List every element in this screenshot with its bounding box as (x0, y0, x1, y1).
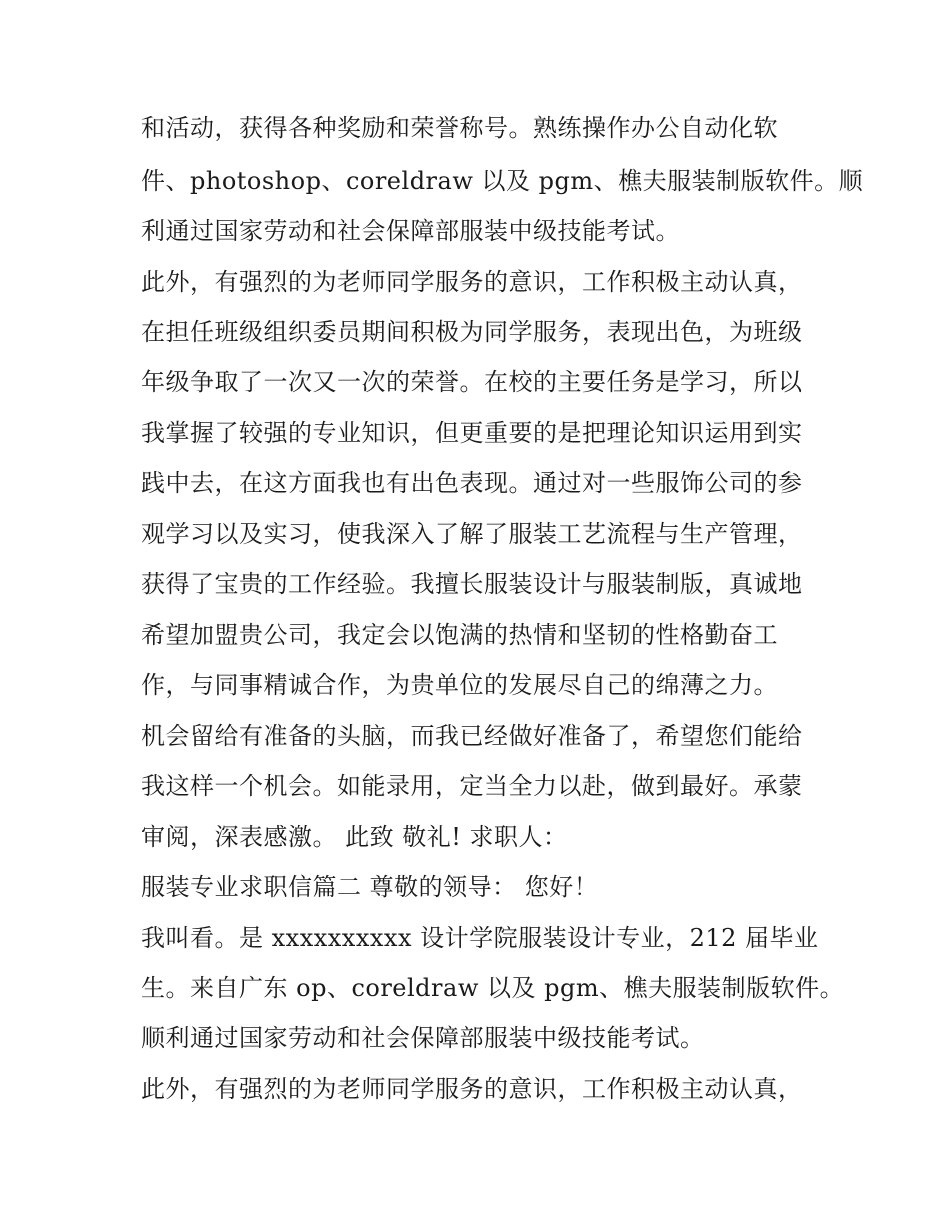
text-line: 此外，有强烈的为老师同学服务的意识，工作积极主动认真， (141, 1075, 803, 1103)
text-line: 观学习以及实习，使我深入了解了服装工艺流程与生产管理， (141, 520, 803, 548)
text-line: 获得了宝贵的工作经验。我擅长服装设计与服装制版，真诚地 (141, 570, 803, 598)
text-line: 和活动，获得各种奖励和荣誉称号。熟练操作办公自动化软 (141, 114, 778, 142)
text-line: 利通过国家劳动和社会保障部服装中级技能考试。 (141, 217, 680, 245)
text-line: 我掌握了较强的专业知识，但更重要的是把理论知识运用到实 (141, 419, 803, 447)
text-line: 机会留给有准备的头脑，而我已经做好准备了，希望您们能给 (141, 722, 803, 750)
text-line: 顺利通过国家劳动和社会保障部服装中级技能考试。 (141, 1024, 705, 1052)
text-line: 此外，有强烈的为老师同学服务的意识，工作积极主动认真， (141, 268, 803, 296)
text-line: 年级争取了一次又一次的荣誉。在校的主要任务是学习，所以 (141, 368, 803, 396)
text-line: 审阅，深表感激。 此致 敬礼! 求职人： (141, 823, 568, 851)
text-line: 我叫看。是 xxxxxxxxxx 设计学院服装设计专业，212 届毕业 (141, 924, 819, 952)
text-line: 服装专业求职信篇二 尊敬的领导： 您好！ (141, 873, 599, 901)
text-line: 在担任班级组织委员期间积极为同学服务，表现出色，为班级 (141, 318, 803, 346)
text-line: 希望加盟贵公司，我定会以饱满的热情和坚韧的性格勤奋工 (141, 621, 778, 649)
text-line: 我这样一个机会。如能录用，定当全力以赴，做到最好。承蒙 (141, 772, 803, 800)
text-line: 践中去，在这方面我也有出色表现。通过对一些服饰公司的参 (141, 469, 803, 497)
text-line: 作，与同事精诚合作，为贵单位的发展尽自己的绵薄之力。 (141, 671, 778, 699)
text-line: 生。来自广东 op、coreldraw 以及 pgm、樵夫服装制版软件。 (141, 974, 845, 1002)
text-line: 件、photoshop、coreldraw 以及 pgm、樵夫服装制版软件。顺 (141, 167, 864, 195)
